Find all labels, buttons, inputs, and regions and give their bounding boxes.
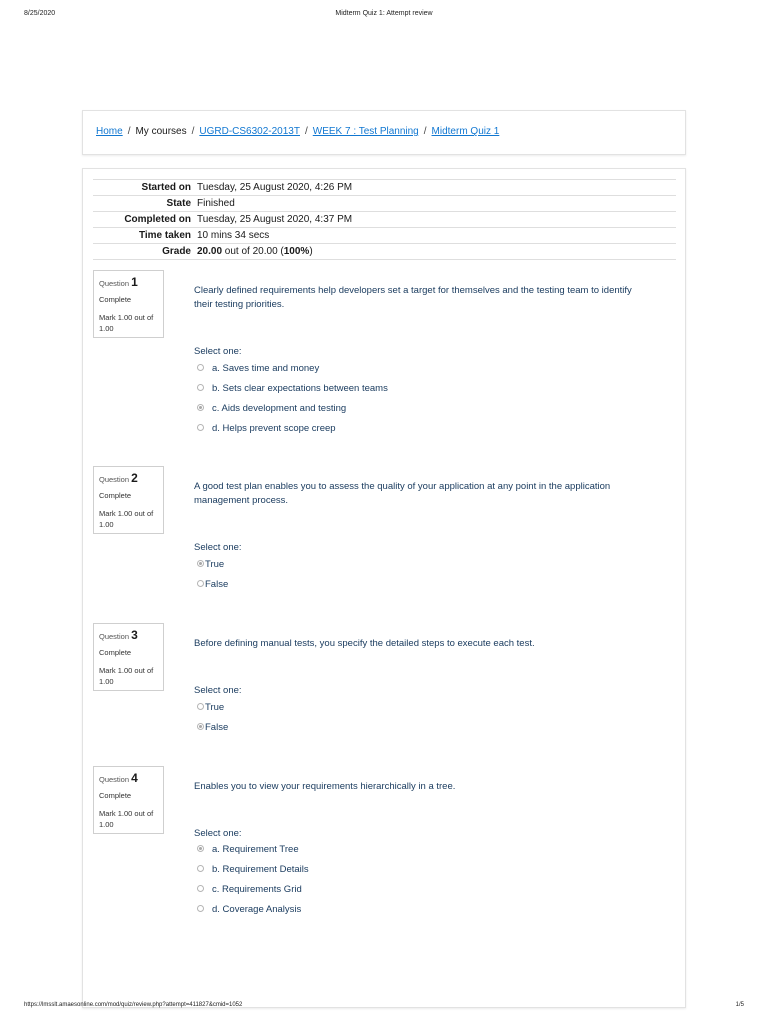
question-mark: Mark 1.00 out of 1.00 — [99, 666, 154, 686]
answer-option-label: True — [205, 559, 225, 570]
summary-row-grade — [93, 244, 676, 260]
grade-close: ) — [309, 246, 313, 257]
radio-button-icon[interactable] — [197, 580, 204, 587]
question-mark: Mark 1.00 out of 1.00 — [99, 509, 154, 529]
question-status: Complete — [99, 295, 132, 304]
question-text: A good test plan enables you to assess the quality of your application at any point in the application management process. — [194, 481, 611, 506]
print-url: https://lmsslt.amaesonline.com/mod/quiz/review.php?attempt=411827&cmid=1052 — [24, 1002, 243, 1008]
radio-button-icon[interactable] — [197, 384, 204, 391]
answer-option-a[interactable] — [197, 843, 299, 857]
question-info-box — [93, 466, 164, 534]
answer-option-a[interactable] — [197, 362, 319, 376]
question-number — [99, 471, 158, 485]
breadcrumb-quiz-link[interactable]: Midterm Quiz 1 — [431, 126, 500, 137]
answer-option-b[interactable] — [197, 382, 388, 396]
print-header — [0, 10, 768, 22]
grade-out-of: out of 20.00 ( — [222, 246, 284, 257]
radio-button-icon[interactable] — [197, 703, 204, 710]
attempt-summary-table — [93, 179, 676, 260]
radio-button-selected-icon[interactable] — [197, 560, 204, 567]
answer-option-label: c. Requirements Grid — [212, 884, 302, 895]
question-label: Question — [99, 279, 130, 288]
summary-row-completed — [93, 212, 676, 228]
breadcrumb-separator: / — [127, 126, 131, 137]
grade-percent: 100% — [283, 246, 310, 257]
answer-option-d[interactable] — [197, 903, 301, 917]
question-2 — [93, 466, 683, 606]
answer-option-false[interactable] — [197, 721, 228, 735]
summary-row-time — [93, 228, 676, 244]
completed-on-label: Completed on — [124, 214, 191, 225]
question-number-value: 4 — [131, 771, 138, 785]
question-status: Complete — [99, 648, 132, 657]
question-number-value: 2 — [131, 471, 138, 485]
breadcrumb-card — [82, 110, 686, 155]
radio-button-icon[interactable] — [197, 424, 204, 431]
answer-option-label: False — [205, 579, 229, 590]
question-text: Clearly defined requirements help developers set a target for themselves and the testing team to identify their testing priorities. — [194, 285, 632, 310]
print-title: Midterm Quiz 1: Attempt review — [335, 10, 433, 17]
answer-option-label: a. Saves time and money — [212, 363, 320, 374]
breadcrumb-week-link[interactable]: WEEK 7 : Test Planning — [312, 126, 419, 137]
answer-option-label: True — [205, 702, 225, 713]
breadcrumb-my-courses: My courses — [135, 126, 187, 137]
question-info-box — [93, 270, 164, 338]
print-date: 8/25/2020 — [24, 10, 56, 17]
breadcrumb — [96, 126, 499, 137]
answer-option-b[interactable] — [197, 863, 309, 877]
question-text: Before defining manual tests, you specify the detailed steps to execute each test. — [194, 638, 535, 649]
radio-button-selected-icon[interactable] — [197, 845, 204, 852]
time-taken-label: Time taken — [138, 230, 191, 241]
grade-label: Grade — [162, 246, 191, 257]
grade-score: 20.00 — [197, 246, 223, 257]
question-label: Question — [99, 632, 130, 641]
answer-option-true[interactable] — [197, 558, 224, 572]
quiz-review-card — [82, 168, 686, 1008]
select-one-prompt: Select one: — [194, 542, 242, 553]
breadcrumb-separator: / — [423, 126, 427, 137]
summary-row-started — [93, 180, 676, 196]
answer-option-label: False — [205, 722, 229, 733]
grade-value — [197, 244, 676, 260]
question-mark: Mark 1.00 out of 1.00 — [99, 313, 154, 333]
state-value: Finished — [197, 198, 235, 209]
answer-option-label: c. Aids development and testing — [212, 403, 347, 414]
radio-button-icon[interactable] — [197, 865, 204, 872]
started-on-label: Started on — [141, 182, 191, 193]
completed-on-value: Tuesday, 25 August 2020, 4:37 PM — [197, 214, 353, 225]
question-status: Complete — [99, 791, 132, 800]
breadcrumb-course-link[interactable]: UGRD-CS6302-2013T — [199, 126, 300, 137]
question-label: Question — [99, 775, 130, 784]
answer-option-label: b. Sets clear expectations between teams — [212, 383, 388, 394]
answer-option-label: a. Requirement Tree — [212, 844, 299, 855]
state-label: State — [166, 198, 191, 209]
radio-button-icon[interactable] — [197, 905, 204, 912]
summary-row-state — [93, 196, 676, 212]
answer-option-label: d. Helps prevent scope creep — [212, 423, 336, 434]
select-one-prompt: Select one: — [194, 346, 242, 357]
answer-option-true[interactable] — [197, 701, 224, 715]
question-number — [99, 628, 158, 642]
print-footer — [0, 1002, 768, 1014]
question-text: Enables you to view your requirements hierarchically in a tree. — [194, 781, 456, 792]
question-number — [99, 275, 158, 289]
question-mark: Mark 1.00 out of 1.00 — [99, 809, 154, 829]
question-number — [99, 771, 158, 785]
question-3 — [93, 623, 683, 763]
answer-option-c[interactable] — [197, 402, 346, 416]
answer-option-false[interactable] — [197, 578, 228, 592]
question-4 — [93, 766, 683, 926]
radio-button-icon[interactable] — [197, 364, 204, 371]
answer-option-c[interactable] — [197, 883, 302, 897]
answer-option-label: d. Coverage Analysis — [212, 904, 302, 915]
question-status: Complete — [99, 491, 132, 500]
question-info-box — [93, 623, 164, 691]
question-number-value: 3 — [131, 628, 138, 642]
time-taken-value: 10 mins 34 secs — [197, 230, 270, 241]
radio-button-selected-icon[interactable] — [197, 404, 204, 411]
answer-option-d[interactable] — [197, 422, 336, 436]
print-page-number: 1/5 — [735, 1002, 744, 1008]
radio-button-icon[interactable] — [197, 885, 204, 892]
question-info-box — [93, 766, 164, 834]
select-one-prompt: Select one: — [194, 828, 242, 839]
breadcrumb-home-link[interactable]: Home — [96, 126, 123, 137]
answer-option-label: b. Requirement Details — [212, 864, 309, 875]
breadcrumb-separator: / — [304, 126, 308, 137]
question-number-value: 1 — [131, 275, 138, 289]
select-one-prompt: Select one: — [194, 685, 242, 696]
question-1 — [93, 270, 683, 450]
radio-button-selected-icon[interactable] — [197, 723, 204, 730]
breadcrumb-separator: / — [191, 126, 195, 137]
started-on-value: Tuesday, 25 August 2020, 4:26 PM — [197, 182, 353, 193]
question-label: Question — [99, 475, 130, 484]
